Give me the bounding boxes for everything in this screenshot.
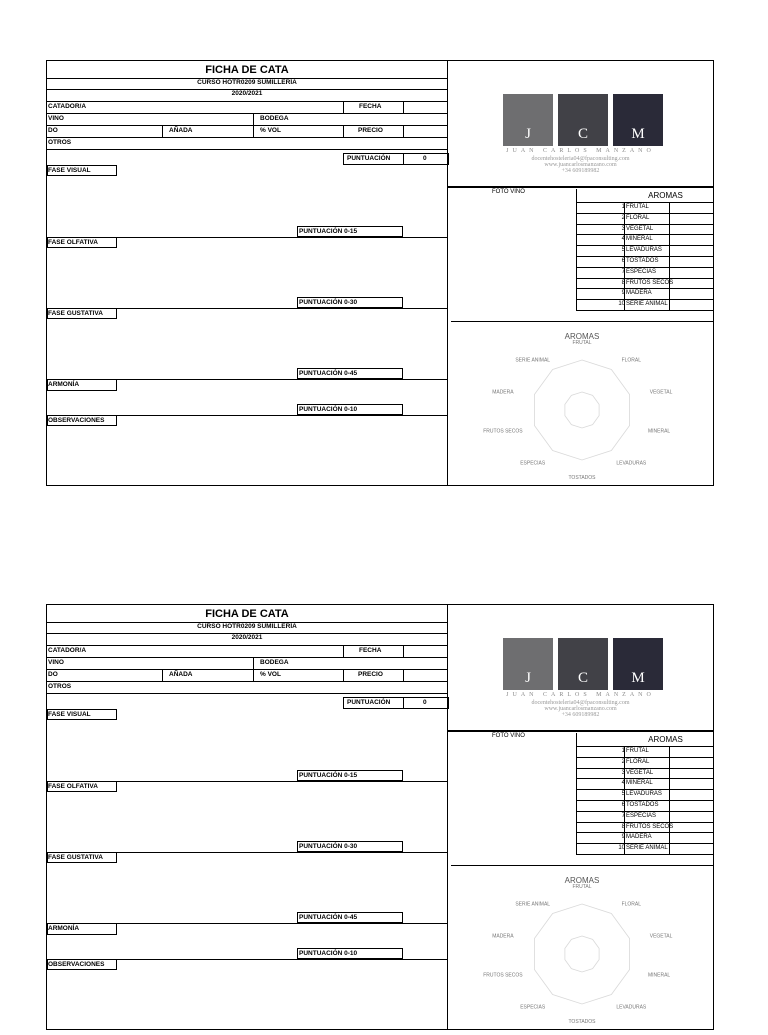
aromas-radar-chart (451, 865, 713, 1030)
form-title: FICHA DE CATA (205, 64, 289, 76)
aroma-name: VEGETAL (624, 225, 669, 235)
olfactory-phase-label: FASE OLFATIVA (48, 239, 98, 246)
logo-block-c (558, 94, 608, 146)
price-label: PRECIO (358, 671, 383, 678)
gustatory-phase-label: FASE GUSTATIVA (48, 854, 103, 861)
radar-axis-label: VEGETAL (649, 933, 673, 940)
taster-label: CATADOR/A (48, 103, 87, 110)
aroma-name: MADERA (624, 833, 669, 843)
aroma-score-cell[interactable] (669, 823, 715, 833)
radar-axis-label: LEVADURAS (616, 460, 647, 467)
aroma-row (577, 246, 714, 257)
wine-photo-label: FOTO VINO (492, 189, 525, 195)
tasting-form (46, 60, 448, 486)
visual-phase-label: FASE VISUAL (48, 167, 91, 174)
aroma-score-cell[interactable] (669, 257, 715, 267)
aroma-name: FLORAL (624, 758, 669, 768)
radar-outer-ring (534, 360, 629, 460)
logo-web: www.juancarlosmanzano.com (544, 162, 617, 168)
winery-label: BODEGA (260, 659, 289, 666)
logo-block-j (503, 638, 553, 690)
aroma-number: 1 (621, 204, 625, 210)
aroma-row (577, 235, 714, 246)
aroma-score-cell[interactable] (669, 833, 715, 843)
aroma-row (577, 279, 714, 290)
aroma-name: LEVADURAS (624, 246, 669, 256)
aroma-score-cell[interactable] (669, 779, 715, 789)
logo-letter-j: J (525, 126, 531, 142)
radar-axis-label: SERIE ANIMAL (515, 901, 551, 908)
aroma-row (577, 758, 714, 769)
do-label: DO (48, 127, 58, 134)
aroma-score-cell[interactable] (669, 203, 715, 213)
total-score-label: PUNTUACIÓN (347, 699, 391, 706)
aroma-score-cell[interactable] (669, 790, 715, 800)
olfactory-score-label: PUNTUACIÓN 0-30 (299, 299, 358, 306)
logo-letter-m: M (631, 126, 645, 142)
radar-axis-label: FRUTAL (572, 340, 592, 346)
logo-block-c (558, 638, 608, 690)
harmony-label: ARMONÍA (48, 925, 80, 932)
other-label: OTROS (48, 683, 72, 690)
aroma-score-cell[interactable] (669, 214, 715, 224)
aromas-table-header: AROMAS (577, 189, 714, 203)
course-name: CURSO HOTR0209 SUMILLERÍA (197, 623, 297, 630)
vintage-label: AÑADA (169, 671, 193, 678)
aromas-table (576, 189, 714, 311)
price-label: PRECIO (358, 127, 383, 134)
wine-label: VINO (48, 115, 64, 122)
aroma-number: 5 (621, 247, 625, 254)
aroma-name: ESPECIAS (624, 812, 669, 822)
radar-axis-label: ESPECIAS (520, 1004, 546, 1011)
abv-label: % VOL (260, 671, 281, 678)
radar-inner-ring (565, 936, 599, 972)
course-name: CURSO HOTR0209 SUMILLERÍA (197, 79, 297, 86)
logo-letter-c: C (577, 670, 588, 686)
aroma-name: MINERAL (624, 235, 669, 245)
wine-label: VINO (48, 659, 64, 666)
aroma-number: 8 (621, 279, 625, 286)
aroma-row (577, 203, 714, 214)
radar-axis-label: FRUTOS SECOS (483, 972, 523, 979)
logo-email: docentehosteleria04@fpaconsulting.com (531, 156, 630, 162)
logo-letter-c: C (577, 126, 588, 142)
logo-letter-j: J (525, 670, 531, 686)
radar-axis-label: MADERA (492, 933, 514, 940)
radar-axis-label: FLORAL (621, 901, 642, 908)
aroma-row (577, 769, 714, 780)
wine-photo-label: FOTO VINO (492, 733, 525, 739)
visual-score-label: PUNTUACIÓN 0-15 (299, 228, 358, 235)
aroma-number: 7 (621, 812, 625, 819)
aroma-row (577, 801, 714, 812)
logo-letter-m: M (631, 670, 645, 686)
olfactory-phase-label: FASE OLFATIVA (48, 783, 98, 790)
radar-axis-label: MINERAL (647, 972, 671, 979)
logo-phone: +34 609189982 (561, 712, 600, 718)
total-score-value: 0 (423, 155, 427, 162)
aroma-name: FRUTOS SECOS (624, 279, 669, 289)
aroma-score-cell[interactable] (669, 235, 715, 245)
harmony-label: ARMONÍA (48, 381, 80, 388)
aroma-number: 2 (621, 214, 625, 221)
aroma-row (577, 214, 714, 225)
olfactory-score-label: PUNTUACIÓN 0-30 (299, 843, 358, 850)
aroma-name: VEGETAL (624, 769, 669, 779)
aroma-name: FRUTOS SECOS (624, 823, 669, 833)
aroma-row (577, 225, 714, 236)
aroma-row (577, 844, 714, 855)
aroma-score-cell[interactable] (669, 225, 715, 235)
radar-outer-ring (534, 904, 629, 1004)
radar-axis-label: TOSTADOS (568, 475, 596, 481)
winery-label: BODEGA (260, 115, 289, 122)
aroma-score-cell[interactable] (669, 844, 715, 854)
info-panel (448, 60, 714, 486)
school-year: 2020/2021 (231, 634, 263, 641)
aroma-row (577, 289, 714, 300)
aroma-score-cell[interactable] (669, 246, 715, 256)
aroma-name: MINERAL (624, 779, 669, 789)
aroma-number: 2 (621, 758, 625, 765)
aroma-name: FRUTAL (624, 203, 669, 213)
aroma-score-cell[interactable] (669, 279, 715, 289)
gustatory-score-label: PUNTUACIÓN 0-45 (299, 914, 358, 921)
aroma-score-cell[interactable] (669, 289, 715, 299)
radar-axis-label: MINERAL (647, 428, 671, 435)
aroma-row (577, 257, 714, 268)
aroma-number: 9 (621, 290, 625, 297)
aroma-number: 10 (618, 301, 625, 308)
aroma-number: 4 (621, 780, 625, 787)
date-label: FECHA (359, 647, 382, 654)
harmony-score-label: PUNTUACIÓN 0-10 (299, 406, 358, 413)
aroma-number: 8 (621, 823, 625, 830)
do-label: DO (48, 671, 58, 678)
tasting-form (46, 604, 448, 1030)
aroma-row (577, 812, 714, 823)
aroma-row (577, 779, 714, 790)
aroma-score-cell[interactable] (669, 300, 715, 310)
radar-axis-label: SERIE ANIMAL (515, 357, 551, 364)
logo-phone: +34 609189982 (561, 168, 600, 174)
aroma-name: LEVADURAS (624, 790, 669, 800)
radar-title: AROMAS (564, 876, 600, 885)
school-year: 2020/2021 (231, 90, 263, 97)
aroma-name: ESPECIAS (624, 268, 669, 278)
aroma-number: 3 (621, 225, 625, 232)
aromas-table (576, 733, 714, 855)
aromas-radar-chart (451, 321, 713, 486)
form-title: FICHA DE CATA (205, 608, 289, 620)
aroma-name: SERIE ANIMAL (624, 300, 669, 310)
aroma-row (577, 747, 714, 758)
tasting-sheet-1 (46, 60, 714, 486)
aroma-number: 7 (621, 268, 625, 275)
total-score-label: PUNTUACIÓN (347, 155, 391, 162)
aroma-number: 9 (621, 834, 625, 841)
logo-web: www.juancarlosmanzano.com (544, 706, 617, 712)
logo-block-m (613, 94, 663, 146)
aroma-name: FRUTAL (624, 747, 669, 757)
taster-label: CATADOR/A (48, 647, 87, 654)
aroma-row (577, 790, 714, 801)
radar-axis-label: FRUTOS SECOS (483, 428, 523, 435)
radar-axis-label: VEGETAL (649, 389, 673, 396)
aroma-score-cell[interactable] (669, 268, 715, 278)
aroma-number: 5 (621, 791, 625, 798)
radar-axis-label: FRUTAL (572, 884, 592, 890)
logo-block-j (503, 94, 553, 146)
aroma-score-cell[interactable] (669, 801, 715, 811)
aroma-score-cell[interactable] (669, 758, 715, 768)
abv-label: % VOL (260, 127, 281, 134)
radar-axis-label: TOSTADOS (568, 1019, 596, 1025)
harmony-score-label: PUNTUACIÓN 0-10 (299, 950, 358, 957)
logo-email: docentehosteleria04@fpaconsulting.com (531, 700, 630, 706)
logo-block-m (613, 638, 663, 690)
aroma-number: 6 (621, 257, 625, 264)
aroma-row (577, 268, 714, 279)
logo-name: JUAN CARLOS MANZANO (506, 148, 655, 154)
radar-axis-label: FLORAL (621, 357, 642, 364)
aroma-row (577, 823, 714, 834)
tasting-sheet-2 (46, 604, 714, 1030)
aroma-row (577, 833, 714, 844)
logo-name: JUAN CARLOS MANZANO (506, 692, 655, 698)
aroma-row (577, 300, 714, 311)
visual-score-label: PUNTUACIÓN 0-15 (299, 772, 358, 779)
aroma-number: 3 (621, 769, 625, 776)
aroma-name: FLORAL (624, 214, 669, 224)
observations-label: OBSERVACIONES (48, 961, 105, 968)
total-score-value: 0 (423, 699, 427, 706)
info-panel (448, 604, 714, 1030)
aroma-number: 4 (621, 236, 625, 243)
visual-phase-label: FASE VISUAL (48, 711, 91, 718)
radar-axis-label: MADERA (492, 389, 514, 396)
gustatory-phase-label: FASE GUSTATIVA (48, 310, 103, 317)
aroma-name: TOSTADOS (624, 257, 669, 267)
aroma-score-cell[interactable] (669, 769, 715, 779)
observations-label: OBSERVACIONES (48, 417, 105, 424)
aroma-number: 1 (621, 748, 625, 754)
aroma-name: SERIE ANIMAL (624, 844, 669, 854)
other-label: OTROS (48, 139, 72, 146)
aromas-table-header: AROMAS (577, 733, 714, 747)
aroma-number: 10 (618, 845, 625, 852)
radar-axis-label: LEVADURAS (616, 1004, 647, 1011)
radar-title: AROMAS (564, 332, 600, 341)
aroma-name: TOSTADOS (624, 801, 669, 811)
date-label: FECHA (359, 103, 382, 110)
aroma-number: 6 (621, 801, 625, 808)
gustatory-score-label: PUNTUACIÓN 0-45 (299, 370, 358, 377)
radar-inner-ring (565, 392, 599, 428)
radar-axis-label: ESPECIAS (520, 460, 546, 467)
aroma-name: MADERA (624, 289, 669, 299)
aroma-score-cell[interactable] (669, 747, 715, 757)
aroma-score-cell[interactable] (669, 812, 715, 822)
vintage-label: AÑADA (169, 127, 193, 134)
